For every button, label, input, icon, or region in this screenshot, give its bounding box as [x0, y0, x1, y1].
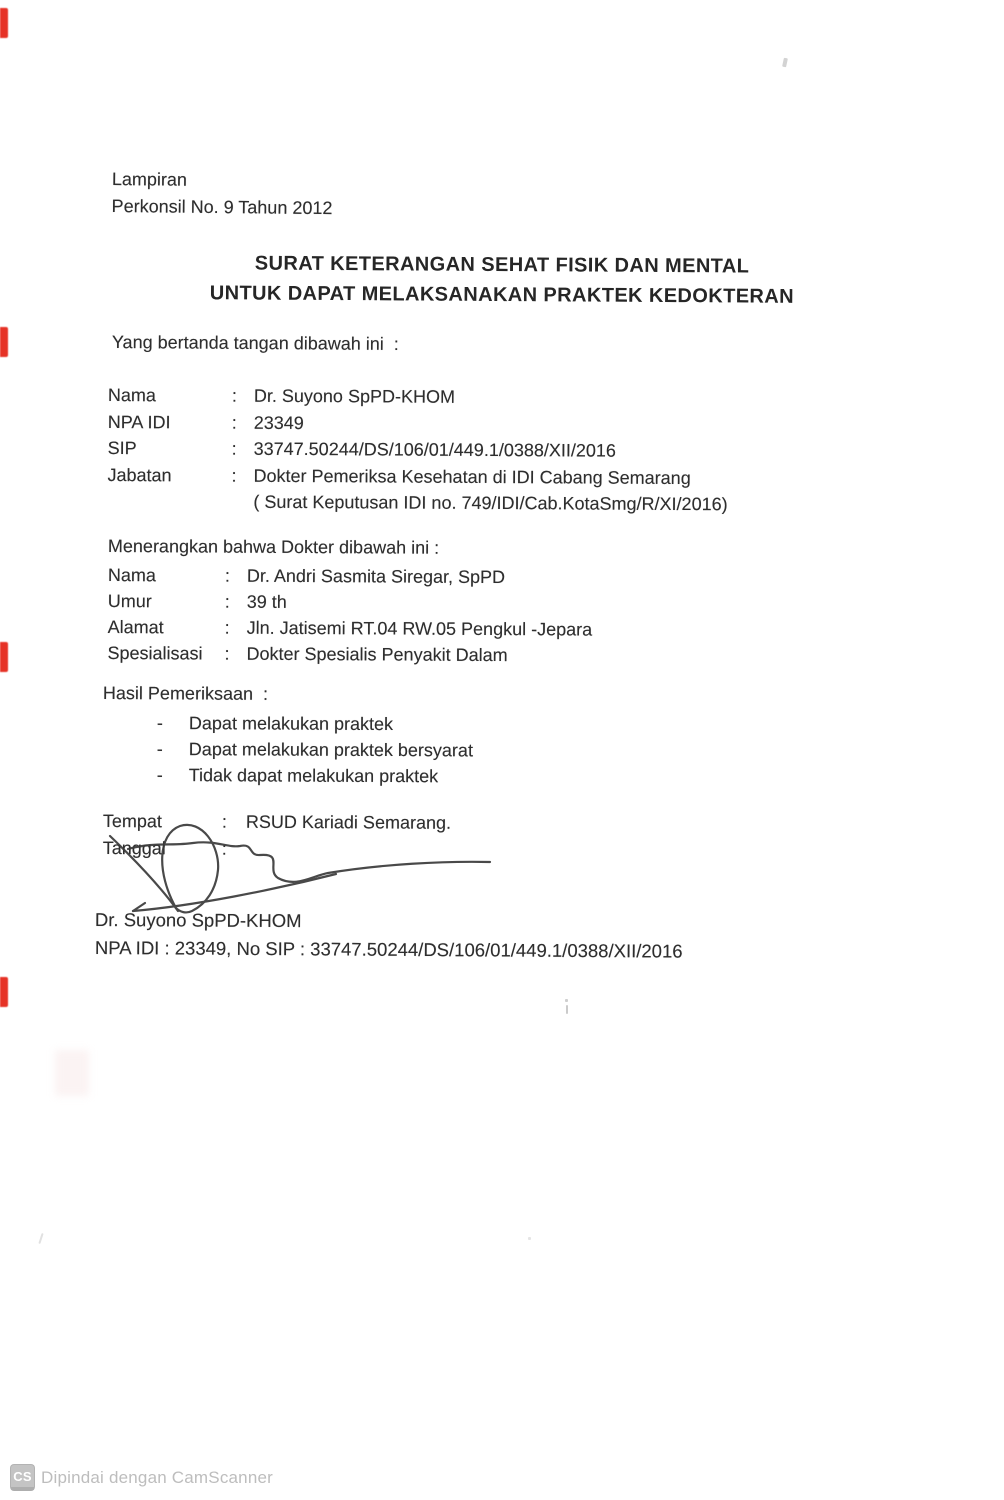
- field-value: Dr. Suyono SpPD-KHOM: [253, 385, 456, 407]
- doctor-identity-block: [107, 562, 592, 669]
- field-value: Dokter Pemeriksa Kesehatan di IDI Cabang Semarang: [253, 465, 691, 488]
- spacer: [107, 488, 231, 515]
- field-value: 23349: [253, 412, 304, 433]
- scan-smudge: [55, 1050, 89, 1096]
- field-label: Spesialisasi: [107, 642, 203, 664]
- field-colon: :: [224, 565, 230, 586]
- field-value: Jln. Jatisemi RT.04 RW.05 Pengkul -Jepara: [246, 617, 593, 640]
- signer-name: Dr. Suyono SpPD-KHOM: [94, 909, 302, 932]
- camscanner-watermark-text: Dipindai dengan CamScanner: [41, 1468, 274, 1487]
- field-value: Dokter Spesialis Penyakit Dalam: [246, 643, 508, 666]
- field-label: Umur: [107, 590, 152, 612]
- field-colon: :: [221, 838, 227, 859]
- signer-registration-numbers: NPA IDI : 23349, No SIP : 33747.50244/DS/106/01/449.1/0388/XII/2016: [94, 937, 683, 962]
- field-label: Alamat: [107, 616, 164, 638]
- spacer: [231, 489, 253, 516]
- field-label: Nama: [107, 564, 156, 586]
- field-colon: :: [231, 385, 237, 406]
- scan-speck: [38, 1233, 43, 1244]
- field-colon: :: [231, 412, 237, 433]
- field-label: Tanggal: [102, 837, 166, 859]
- scan-edge-mark: [0, 8, 8, 38]
- camscanner-logo-icon: [10, 1464, 35, 1491]
- scan-edge-mark: [0, 977, 8, 1007]
- field-value-continued: ( Surat Keputusan IDI no. 749/IDI/Cab.KotaSmg/R/XI/2016): [253, 491, 728, 515]
- title-line-1: SURAT KETERANGAN SEHAT FISIK DAN MENTAL: [254, 252, 750, 278]
- field-colon: :: [224, 643, 230, 664]
- field-colon: :: [221, 811, 227, 832]
- list-dash: -: [156, 764, 163, 786]
- scan-speck: [566, 1005, 568, 1014]
- field-value: Dr. Andri Sasmita Siregar, SpPD: [246, 565, 506, 588]
- document-title: [0, 247, 1004, 313]
- field-label: Tempat: [102, 810, 163, 832]
- examiner-identity-block: [107, 382, 728, 518]
- field-colon: :: [224, 617, 230, 638]
- field-label: SIP: [107, 437, 137, 459]
- field-label: Nama: [107, 384, 156, 406]
- field-label: Jabatan: [107, 464, 172, 485]
- results-list: [157, 710, 473, 789]
- field-value: RSUD Kariadi Semarang.: [245, 811, 452, 833]
- field-colon: :: [224, 591, 230, 612]
- attachment-header: [111, 166, 332, 222]
- scan-speck: [528, 1237, 531, 1240]
- list-item: Tidak dapat melakukan praktek: [188, 765, 439, 787]
- scan-edge-mark: [0, 642, 8, 672]
- scan-edge-mark: [0, 327, 8, 357]
- results-heading: Hasil Pemeriksaan :: [102, 683, 269, 704]
- field-colon: :: [231, 465, 237, 486]
- scan-speck: [565, 999, 568, 1002]
- lampiran-label: Lampiran: [111, 168, 188, 190]
- field-label: NPA IDI: [107, 411, 171, 432]
- statement-sentence: Menerangkan bahwa Dokter dibawah ini :: [107, 536, 440, 558]
- field-value: 33747.50244/DS/106/01/449.1/0388/XII/2016: [253, 438, 617, 461]
- field-value: 39 th: [246, 591, 287, 612]
- signature-scribble: [98, 812, 498, 922]
- list-item: Dapat melakukan praktek: [188, 713, 394, 735]
- list-item: Dapat melakukan praktek bersyarat: [188, 739, 474, 761]
- scan-speck: [782, 58, 788, 68]
- title-line-2: UNTUK DAPAT MELAKSANAKAN PRAKTEK KEDOKTERAN: [209, 282, 795, 308]
- regulation-reference: Perkonsil No. 9 Tahun 2012: [111, 195, 333, 219]
- list-dash: -: [156, 713, 163, 734]
- camscanner-logo-letters: CS: [13, 1468, 32, 1484]
- list-dash: -: [156, 738, 163, 760]
- intro-sentence: Yang bertanda tangan dibawah ini :: [111, 332, 399, 355]
- field-colon: :: [231, 438, 237, 459]
